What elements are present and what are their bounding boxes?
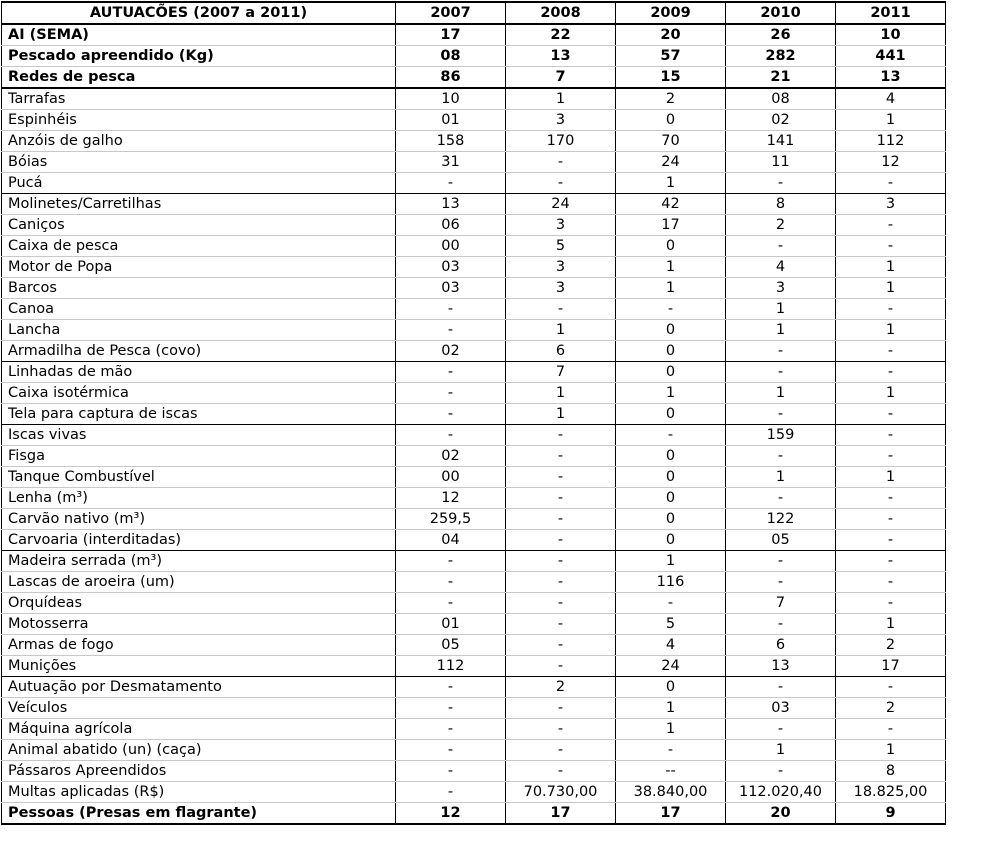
table-row <box>2 656 946 677</box>
cell-value: - <box>506 761 616 782</box>
cell-value: 11 <box>726 152 836 173</box>
cell-value: - <box>726 761 836 782</box>
cell-value: 24 <box>506 194 616 215</box>
cell-value: 1 <box>506 320 616 341</box>
cell-value: - <box>726 173 836 194</box>
cell-value: 5 <box>616 614 726 635</box>
cell-value: - <box>396 362 506 383</box>
cell-value: 6 <box>506 341 616 362</box>
cell-value: 1 <box>616 278 726 299</box>
cell-value: 03 <box>396 278 506 299</box>
table-row <box>2 677 946 698</box>
table-row <box>2 236 946 257</box>
cell-value: 03 <box>726 698 836 719</box>
cell-value: 8 <box>836 761 946 782</box>
row-label: Motosserra <box>2 614 396 635</box>
cell-value: - <box>726 572 836 593</box>
cell-value: 0 <box>616 236 726 257</box>
cell-value: - <box>396 698 506 719</box>
table-row <box>2 635 946 656</box>
table-row <box>2 320 946 341</box>
cell-value: 10 <box>836 24 946 46</box>
row-label: Armas de fogo <box>2 635 396 656</box>
cell-value: 15 <box>616 67 726 89</box>
row-label: Motor de Popa <box>2 257 396 278</box>
row-label: Tela para captura de iscas <box>2 404 396 425</box>
cell-value: - <box>506 740 616 761</box>
cell-value: - <box>506 152 616 173</box>
cell-value: - <box>506 698 616 719</box>
cell-value: - <box>616 425 726 446</box>
cell-value: - <box>836 446 946 467</box>
cell-value: 13 <box>506 46 616 67</box>
header-year-2007: 2007 <box>396 2 506 24</box>
row-label: Madeira serrada (m³) <box>2 551 396 572</box>
table-row <box>2 530 946 551</box>
row-label: Pessoas (Presas em flagrante) <box>2 803 396 825</box>
row-label: Máquina agrícola <box>2 719 396 740</box>
table-row <box>2 278 946 299</box>
table-row <box>2 614 946 635</box>
cell-value: 03 <box>396 257 506 278</box>
cell-value: - <box>506 488 616 509</box>
cell-value: 112 <box>836 131 946 152</box>
row-label: Caniços <box>2 215 396 236</box>
row-label: Fisga <box>2 446 396 467</box>
table-row <box>2 572 946 593</box>
row-label: Multas aplicadas (R$) <box>2 782 396 803</box>
table-row <box>2 299 946 320</box>
cell-value: - <box>396 782 506 803</box>
row-label: AI (SEMA) <box>2 24 396 46</box>
cell-value: 1 <box>836 467 946 488</box>
cell-value: 3 <box>836 194 946 215</box>
cell-value: 1 <box>616 698 726 719</box>
cell-value: - <box>836 425 946 446</box>
row-label: Lenha (m³) <box>2 488 396 509</box>
table-row <box>2 257 946 278</box>
table-row <box>2 110 946 131</box>
cell-value: 1 <box>616 719 726 740</box>
row-label: Anzóis de galho <box>2 131 396 152</box>
cell-value: 7 <box>726 593 836 614</box>
table-row <box>2 46 946 67</box>
cell-value: - <box>506 173 616 194</box>
cell-value: 1 <box>726 383 836 404</box>
table-row <box>2 383 946 404</box>
row-label: Pescado apreendido (Kg) <box>2 46 396 67</box>
table-row <box>2 551 946 572</box>
cell-value: - <box>836 719 946 740</box>
cell-value: - <box>726 341 836 362</box>
cell-value: 122 <box>726 509 836 530</box>
cell-value: - <box>836 404 946 425</box>
cell-value: - <box>506 509 616 530</box>
cell-value: 10 <box>396 88 506 110</box>
table-row <box>2 782 946 803</box>
cell-value: - <box>726 362 836 383</box>
table-row <box>2 404 946 425</box>
cell-value: - <box>616 740 726 761</box>
table-row <box>2 593 946 614</box>
cell-value: 112.020,40 <box>726 782 836 803</box>
cell-value: 26 <box>726 24 836 46</box>
cell-value: 1 <box>506 404 616 425</box>
cell-value: - <box>506 719 616 740</box>
cell-value: 18.825,00 <box>836 782 946 803</box>
cell-value: 4 <box>616 635 726 656</box>
header-title: AUTUACÕES (2007 a 2011) <box>2 2 396 24</box>
cell-value: 13 <box>836 67 946 89</box>
table-row <box>2 467 946 488</box>
cell-value: - <box>396 425 506 446</box>
row-label: Lascas de aroeira (um) <box>2 572 396 593</box>
cell-value: - <box>506 446 616 467</box>
cell-value: - <box>836 509 946 530</box>
cell-value: 06 <box>396 215 506 236</box>
cell-value: 158 <box>396 131 506 152</box>
row-label: Barcos <box>2 278 396 299</box>
cell-value: 259,5 <box>396 509 506 530</box>
cell-value: 8 <box>726 194 836 215</box>
cell-value: 3 <box>506 215 616 236</box>
cell-value: - <box>506 299 616 320</box>
cell-value: - <box>836 572 946 593</box>
cell-value: 38.840,00 <box>616 782 726 803</box>
cell-value: 12 <box>836 152 946 173</box>
cell-value: - <box>726 551 836 572</box>
cell-value: 141 <box>726 131 836 152</box>
table-row <box>2 215 946 236</box>
cell-value: 21 <box>726 67 836 89</box>
cell-value: 0 <box>616 404 726 425</box>
cell-value: 3 <box>726 278 836 299</box>
cell-value: - <box>506 635 616 656</box>
cell-value: 00 <box>396 236 506 257</box>
row-label: Iscas vivas <box>2 425 396 446</box>
cell-value: 3 <box>506 278 616 299</box>
cell-value: 0 <box>616 362 726 383</box>
cell-value: 01 <box>396 614 506 635</box>
cell-value: 9 <box>836 803 946 825</box>
cell-value: - <box>396 404 506 425</box>
cell-value: - <box>836 551 946 572</box>
header-year-2009: 2009 <box>616 2 726 24</box>
row-label: Carvão nativo (m³) <box>2 509 396 530</box>
table-row <box>2 173 946 194</box>
cell-value: 2 <box>506 677 616 698</box>
row-label: Animal abatido (un) (caça) <box>2 740 396 761</box>
cell-value: 0 <box>616 341 726 362</box>
cell-value: 05 <box>396 635 506 656</box>
cell-value: - <box>396 173 506 194</box>
row-label: Armadilha de Pesca (covo) <box>2 341 396 362</box>
cell-value: 7 <box>506 67 616 89</box>
table-row <box>2 719 946 740</box>
cell-value: 0 <box>616 110 726 131</box>
cell-value: 08 <box>396 46 506 67</box>
autuacoes-table <box>1 1 946 825</box>
cell-value: - <box>506 551 616 572</box>
table-row <box>2 341 946 362</box>
cell-value: 159 <box>726 425 836 446</box>
cell-value: 170 <box>506 131 616 152</box>
row-label: Tarrafas <box>2 88 396 110</box>
cell-value: - <box>836 215 946 236</box>
table-row <box>2 425 946 446</box>
cell-value: 4 <box>836 88 946 110</box>
cell-value: 6 <box>726 635 836 656</box>
cell-value: 2 <box>616 88 726 110</box>
cell-value: - <box>836 236 946 257</box>
cell-value: 70 <box>616 131 726 152</box>
cell-value: 70.730,00 <box>506 782 616 803</box>
cell-value: 12 <box>396 803 506 825</box>
cell-value: 24 <box>616 152 726 173</box>
cell-value: 3 <box>506 110 616 131</box>
cell-value: 20 <box>726 803 836 825</box>
cell-value: 04 <box>396 530 506 551</box>
cell-value: 0 <box>616 677 726 698</box>
cell-value: - <box>726 677 836 698</box>
row-label: Autuação por Desmatamento <box>2 677 396 698</box>
header-row <box>2 2 946 24</box>
cell-value: - <box>396 677 506 698</box>
row-label: Carvoaria (interditadas) <box>2 530 396 551</box>
cell-value: - <box>506 467 616 488</box>
cell-value: - <box>726 404 836 425</box>
cell-value: - <box>506 572 616 593</box>
table-row <box>2 88 946 110</box>
row-label: Pássaros Apreendidos <box>2 761 396 782</box>
cell-value: 01 <box>396 110 506 131</box>
table-row <box>2 194 946 215</box>
cell-value: - <box>836 341 946 362</box>
cell-value: 1 <box>836 257 946 278</box>
cell-value: 1 <box>616 173 726 194</box>
cell-value: 02 <box>726 110 836 131</box>
cell-value: 1 <box>726 320 836 341</box>
cell-value: 0 <box>616 530 726 551</box>
cell-value: 12 <box>396 488 506 509</box>
cell-value: - <box>836 173 946 194</box>
cell-value: - <box>396 551 506 572</box>
row-label: Veículos <box>2 698 396 719</box>
cell-value: 441 <box>836 46 946 67</box>
cell-value: 17 <box>616 215 726 236</box>
cell-value: 00 <box>396 467 506 488</box>
cell-value: 1 <box>726 467 836 488</box>
row-label: Molinetes/Carretilhas <box>2 194 396 215</box>
cell-value: 1 <box>836 740 946 761</box>
cell-value: 1 <box>506 88 616 110</box>
row-label: Lancha <box>2 320 396 341</box>
cell-value: - <box>396 719 506 740</box>
table-body <box>2 24 946 824</box>
cell-value: 08 <box>726 88 836 110</box>
table-row <box>2 740 946 761</box>
row-label: Caixa de pesca <box>2 236 396 257</box>
cell-value: 1 <box>726 299 836 320</box>
cell-value: 1 <box>836 278 946 299</box>
table-row <box>2 488 946 509</box>
cell-value: 02 <box>396 446 506 467</box>
cell-value: 57 <box>616 46 726 67</box>
cell-value: 02 <box>396 341 506 362</box>
cell-value: 0 <box>616 320 726 341</box>
cell-value: - <box>836 593 946 614</box>
row-label: Linhadas de mão <box>2 362 396 383</box>
cell-value: 1 <box>616 383 726 404</box>
row-label: Espinhéis <box>2 110 396 131</box>
cell-value: 13 <box>396 194 506 215</box>
table-row <box>2 803 946 825</box>
cell-value: - <box>836 677 946 698</box>
cell-value: 3 <box>506 257 616 278</box>
header-year-2010: 2010 <box>726 2 836 24</box>
cell-value: 282 <box>726 46 836 67</box>
cell-value: - <box>396 299 506 320</box>
cell-value: - <box>616 593 726 614</box>
cell-value: 1 <box>616 257 726 278</box>
row-label: Canoa <box>2 299 396 320</box>
cell-value: 1 <box>506 383 616 404</box>
row-label: Caixa isotérmica <box>2 383 396 404</box>
cell-value: 20 <box>616 24 726 46</box>
cell-value: 22 <box>506 24 616 46</box>
table-row <box>2 24 946 46</box>
cell-value: 116 <box>616 572 726 593</box>
cell-value: - <box>396 572 506 593</box>
cell-value: - <box>726 446 836 467</box>
cell-value: 42 <box>616 194 726 215</box>
table-row <box>2 761 946 782</box>
cell-value: 0 <box>616 488 726 509</box>
table-row <box>2 698 946 719</box>
cell-value: - <box>836 530 946 551</box>
cell-value: - <box>726 488 836 509</box>
cell-value: 17 <box>836 656 946 677</box>
cell-value: - <box>726 614 836 635</box>
cell-value: 17 <box>506 803 616 825</box>
table-row <box>2 509 946 530</box>
cell-value: - <box>396 383 506 404</box>
table-row <box>2 362 946 383</box>
row-label: Orquídeas <box>2 593 396 614</box>
cell-value: - <box>506 614 616 635</box>
cell-value: 17 <box>396 24 506 46</box>
cell-value: - <box>616 299 726 320</box>
cell-value: - <box>506 530 616 551</box>
cell-value: - <box>506 593 616 614</box>
cell-value: 0 <box>616 509 726 530</box>
cell-value: 5 <box>506 236 616 257</box>
cell-value: 13 <box>726 656 836 677</box>
cell-value: 31 <box>396 152 506 173</box>
cell-value: 2 <box>726 215 836 236</box>
cell-value: 1 <box>836 110 946 131</box>
cell-value: - <box>726 719 836 740</box>
cell-value: 1 <box>836 614 946 635</box>
cell-value: - <box>836 299 946 320</box>
cell-value: - <box>396 740 506 761</box>
header-year-2008: 2008 <box>506 2 616 24</box>
cell-value: 86 <box>396 67 506 89</box>
cell-value: - <box>506 656 616 677</box>
cell-value: - <box>396 320 506 341</box>
table-row <box>2 67 946 89</box>
cell-value: 4 <box>726 257 836 278</box>
header-year-2011: 2011 <box>836 2 946 24</box>
cell-value: - <box>836 488 946 509</box>
cell-value: 1 <box>726 740 836 761</box>
cell-value: 1 <box>836 383 946 404</box>
cell-value: - <box>396 761 506 782</box>
row-label: Bóias <box>2 152 396 173</box>
cell-value: 2 <box>836 698 946 719</box>
cell-value: -- <box>616 761 726 782</box>
cell-value: 05 <box>726 530 836 551</box>
cell-value: 0 <box>616 446 726 467</box>
cell-value: - <box>396 593 506 614</box>
cell-value: 0 <box>616 467 726 488</box>
table-row <box>2 131 946 152</box>
row-label: Tanque Combustível <box>2 467 396 488</box>
table-row <box>2 152 946 173</box>
row-label: Munições <box>2 656 396 677</box>
row-label: Pucá <box>2 173 396 194</box>
cell-value: 2 <box>836 635 946 656</box>
table-row <box>2 446 946 467</box>
cell-value: 1 <box>616 551 726 572</box>
cell-value: 1 <box>836 320 946 341</box>
cell-value: - <box>726 236 836 257</box>
cell-value: 17 <box>616 803 726 825</box>
cell-value: 112 <box>396 656 506 677</box>
cell-value: - <box>506 425 616 446</box>
row-label: Redes de pesca <box>2 67 396 89</box>
cell-value: - <box>836 362 946 383</box>
cell-value: 24 <box>616 656 726 677</box>
cell-value: 7 <box>506 362 616 383</box>
